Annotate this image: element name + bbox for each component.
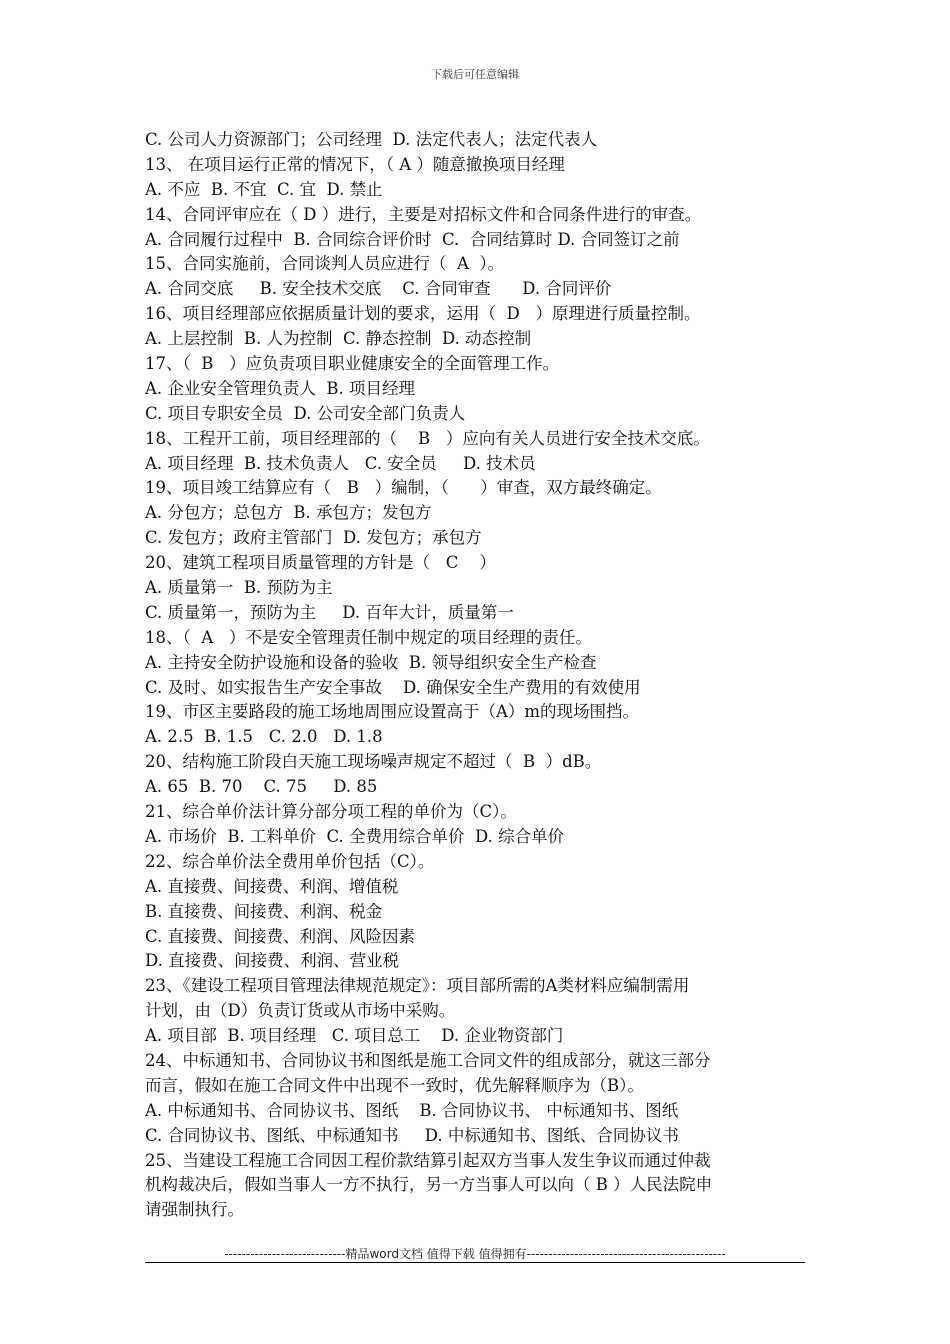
text-line: C. 直接费、间接费、利润、风险因素 bbox=[145, 926, 416, 946]
text-line: A. 不应 B. 不宜 C. 宜 D. 禁止 bbox=[145, 179, 383, 199]
text-line: C. 及时、如实报告生产安全事故 D. 确保安全生产费用的有效使用 bbox=[145, 677, 641, 697]
text-line: C. 项目专职安全员 D. 公司安全部门负责人 bbox=[145, 403, 466, 423]
text-line: A. 项目部 B. 项目经理 C. 项目总工 D. 企业物资部门 bbox=[145, 1026, 564, 1046]
text-line: B. 直接费、间接费、利润、税金 bbox=[145, 901, 383, 921]
text-line: 22、综合单价法全费用单价包括（C）。 bbox=[145, 851, 435, 871]
text-line: A. 分包方；总包方 B. 承包方；发包方 bbox=[145, 503, 432, 523]
text-line: 19、市区主要路段的施工场地周围应设置高于（A）m的现场围挡。 bbox=[145, 702, 640, 722]
text-line: 17、（ B ）应负责项目职业健康安全的全面管理工作。 bbox=[145, 354, 560, 374]
text-line: 21、综合单价法计算分部分项工程的单价为（C）。 bbox=[145, 802, 517, 822]
text-line: A. 直接费、间接费、利润、增值税 bbox=[145, 876, 399, 896]
text-line: 16、项目经理部应依据质量计划的要求，运用（ D ）原理进行质量控制。 bbox=[145, 304, 701, 324]
text-line: A. 合同交底 B. 安全技术交底 C. 合同审查 D. 合同评价 bbox=[145, 279, 612, 299]
text-line: A. 合同履行过程中 B. 合同综合评价时 C. 合同结算时 D. 合同签订之前 bbox=[145, 229, 680, 249]
text-line: C. 公司人力资源部门；公司经理 D. 法定代表人；法定代表人 bbox=[145, 130, 598, 149]
text-line: 计划，由（D）负责订货或从市场中采购。 bbox=[145, 1001, 456, 1021]
text-line: A. 质量第一 B. 预防为主 bbox=[145, 578, 333, 598]
text-line: A. 2.5 B. 1.5 C. 2.0 D. 1.8 bbox=[145, 727, 383, 747]
text-line: 20、结构施工阶段白天施工现场噪声规定不超过（ B ）dB。 bbox=[145, 752, 602, 772]
text-line: 机构裁决后，假如当事人一方不执行，另一方当事人可以向（ B ）人民法院申 bbox=[145, 1175, 713, 1195]
document-body bbox=[145, 128, 810, 1223]
text-line: 20、建筑工程项目质量管理的方针是（ C ） bbox=[145, 553, 496, 573]
text-line: 14、合同评审应在（ D ）进行，主要是对招标文件和合同条件进行的审查。 bbox=[145, 204, 702, 224]
text-line: A. 主持安全防护设施和设备的验收 B. 领导组织安全生产检查 bbox=[145, 652, 597, 672]
text-line: 18、（ A ）不是安全管理责任制中规定的项目经理的责任。 bbox=[145, 627, 592, 647]
text-line: 而言，假如在施工合同文件中出现不一致时，优先解释顺序为（B）。 bbox=[145, 1075, 644, 1095]
page-header: 下载后可任意编辑 bbox=[431, 68, 519, 81]
text-line: 23、《建设工程项目管理法律规范规定》：项目部所需的A类材料应编制需用 bbox=[145, 976, 690, 996]
text-line: A. 65 B. 70 C. 75 D. 85 bbox=[145, 777, 378, 797]
text-line: C. 质量第一，预防为主 D. 百年大计，质量第一 bbox=[145, 602, 514, 622]
text-line: 19、项目竣工结算应有（ B ）编制，（ ）审查，双方最终确定。 bbox=[145, 478, 662, 498]
text-line: 18、工程开工前，项目经理部的（ B ）应向有关人员进行安全技术交底。 bbox=[145, 428, 710, 448]
text-line: A. 项目经理 B. 技术负责人 C. 安全员 D. 技术员 bbox=[145, 453, 536, 473]
text-line: C. 发包方；政府主管部门 D. 发包方；承包方 bbox=[145, 528, 482, 548]
text-line: A. 企业安全管理负责人 B. 项目经理 bbox=[145, 378, 416, 398]
text-line: A. 中标通知书、合同协议书、图纸 B. 合同协议书、 中标通知书、图纸 bbox=[145, 1100, 679, 1120]
page-footer: ----------------------------精品word文档 值得下载 值得拥有---------------------------------------------- bbox=[224, 1247, 726, 1261]
text-line: 15、合同实施前，合同谈判人员应进行（ A ）。 bbox=[145, 254, 505, 274]
text-line: 24、中标通知书、合同协议书和图纸是施工合同文件的组成部分，就这三部分 bbox=[145, 1050, 711, 1070]
text-line: 请强制执行。 bbox=[145, 1200, 244, 1220]
text-line: C. 合同协议书、图纸、中标通知书 D. 中标通知书、图纸、合同协议书 bbox=[145, 1125, 679, 1145]
footer-rule bbox=[145, 1262, 805, 1263]
text-line: 25、当建设工程施工合同因工程价款结算引起双方当事人发生争议而通过仲裁 bbox=[145, 1150, 711, 1170]
text-line: D. 直接费、间接费、利润、营业税 bbox=[145, 951, 400, 971]
text-line: 13、 在项目运行正常的情况下，（ A ）随意撤换项目经理 bbox=[145, 154, 565, 174]
text-line: A. 上层控制 B. 人为控制 C. 静态控制 D. 动态控制 bbox=[145, 329, 532, 349]
text-line: A. 市场价 B. 工料单价 C. 全费用综合单价 D. 综合单价 bbox=[145, 826, 565, 846]
